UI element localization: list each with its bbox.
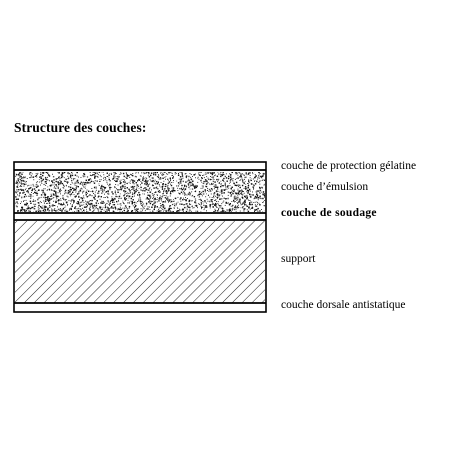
emulsion-layer bbox=[15, 171, 266, 214]
label-protection-layer: couche de protection gélatine bbox=[281, 160, 417, 172]
label-welding-layer: couche de soudage bbox=[281, 207, 377, 219]
label-support-layer: support bbox=[281, 253, 316, 265]
diagram-title: Structure des couches: bbox=[14, 120, 147, 135]
label-antistatic-back-layer: couche dorsale antistatique bbox=[281, 299, 406, 311]
support-layer bbox=[15, 221, 265, 303]
label-emulsion-layer: couche d’émulsion bbox=[281, 181, 369, 193]
